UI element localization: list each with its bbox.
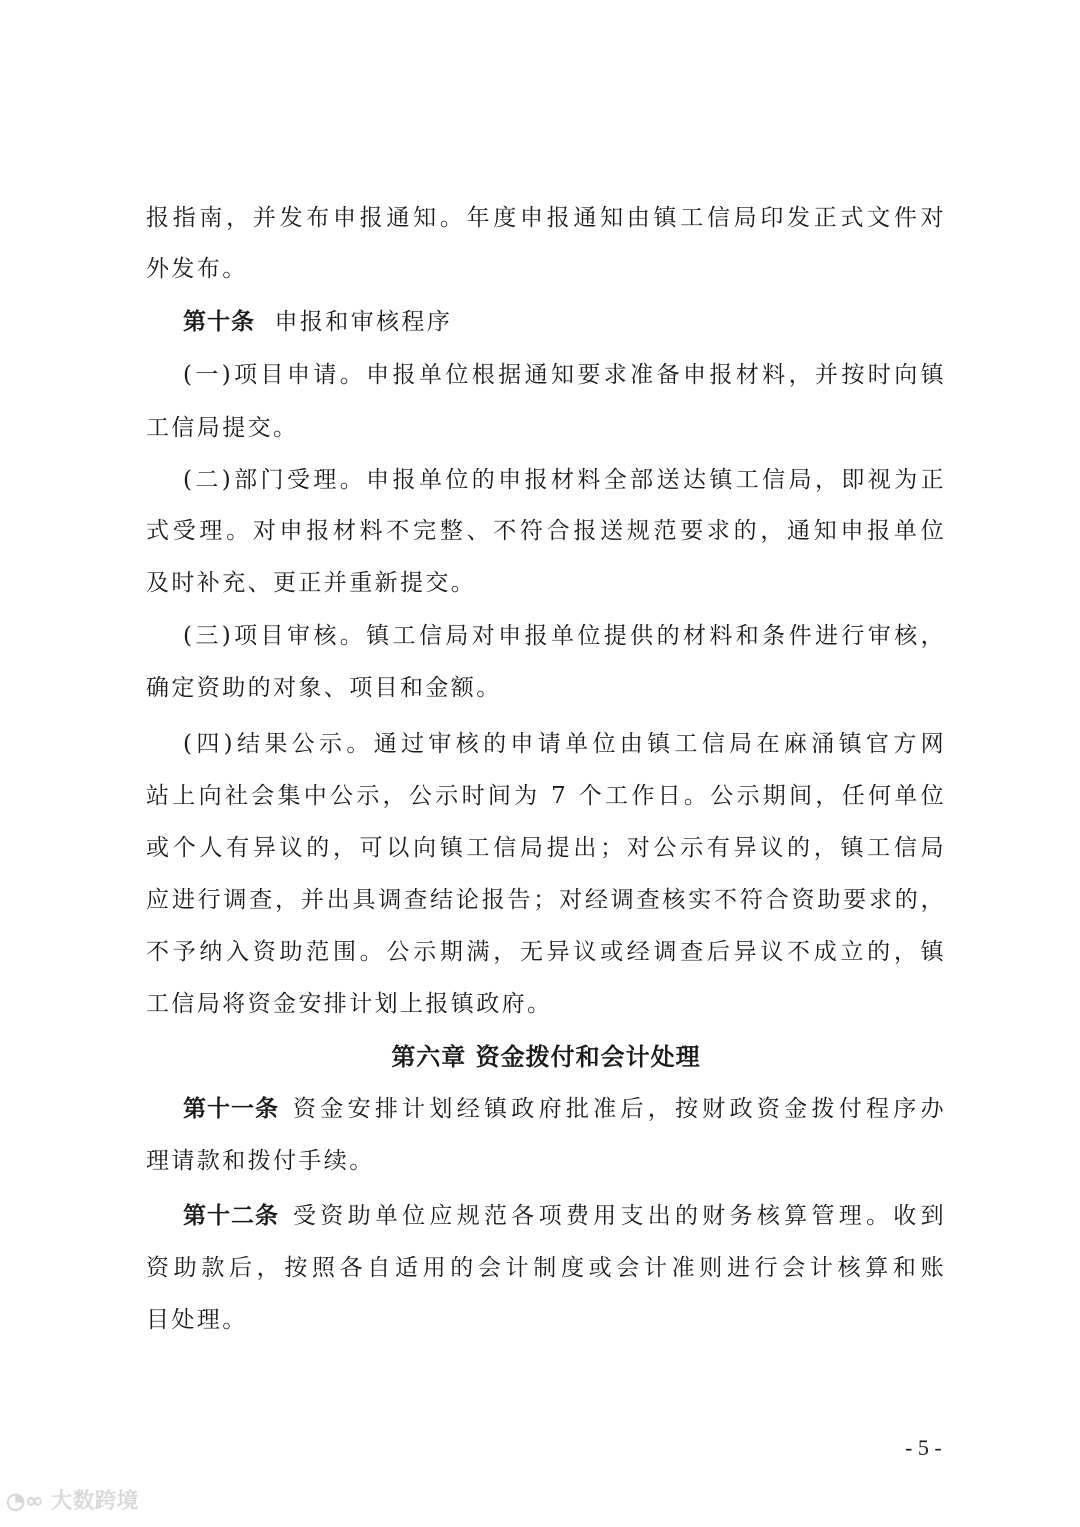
text-line: 及时补充、更正并重新提交。 (146, 570, 477, 596)
article-label: 第十二条 (183, 1202, 279, 1229)
text-line: 或个人有异议的，可以向镇工信局提出；对公示有异议的，镇工信局 (146, 835, 946, 861)
page-number: - 5 - (905, 1435, 942, 1460)
article-10-heading (183, 307, 946, 337)
text-line: 应进行调查，并出具调查结论报告；对经调查核实不符合资助要求的， (146, 887, 946, 913)
text-line: 工信局将资金安排计划上报镇政府。 (146, 991, 553, 1017)
watermark-text: 大数跨境 (50, 1489, 139, 1514)
article-label: 第十条 (183, 308, 255, 335)
text-line: 不予纳入资助范围。公示期满，无异议或经调查后异议不成立的，镇 (146, 939, 946, 965)
article-label: 第十一条 (183, 1095, 279, 1122)
text-line: 外发布。 (146, 256, 248, 282)
text-line: 式受理。对申报材料不完整、不符合报送规范要求的，通知申报单位 (146, 518, 946, 544)
watermark-logo-icon: ◔∞ (6, 1489, 51, 1514)
text-line: (四)结果公示。通过审核的申请单位由镇工信局在麻涌镇官方网 (183, 731, 946, 757)
article-12 (183, 1201, 946, 1231)
text-line: 资金安排计划经镇政府批准后，按财政资金拨付程序办 (293, 1096, 946, 1122)
text-line: 受资助单位应规范各项费用支出的财务核算管理。收到 (293, 1203, 946, 1229)
text-line: 确定资助的对象、项目和金额。 (146, 675, 502, 701)
text-line: 工信局提交。 (146, 415, 299, 441)
article-11 (183, 1094, 946, 1124)
text-line: 资助款后，按照各自适用的会计制度或会计准则进行会计核算和账 (146, 1255, 946, 1281)
text-line: 站上向社会集中公示，公示时间为 7 个工作日。公示期间，任何单位 (146, 783, 946, 809)
chapter-heading: 第六章 资金拨付和会计处理 (391, 1042, 701, 1071)
text-line: (一)项目申请。申报单位根据通知要求准备申报材料，并按时向镇 (183, 362, 946, 388)
text-line: 报指南，并发布申报通知。年度申报通知由镇工信局印发正式文件对 (146, 205, 946, 231)
text-line: (二)部门受理。申报单位的申报材料全部送达镇工信局，即视为正 (183, 467, 946, 493)
text-line: 理请款和拨付手续。 (146, 1148, 375, 1174)
text-line: 目处理。 (146, 1307, 248, 1333)
article-title: 申报和审核程序 (274, 309, 453, 335)
watermark (6, 1484, 139, 1515)
text-line: (三)项目审核。镇工信局对申报单位提供的材料和条件进行审核， (183, 623, 946, 649)
